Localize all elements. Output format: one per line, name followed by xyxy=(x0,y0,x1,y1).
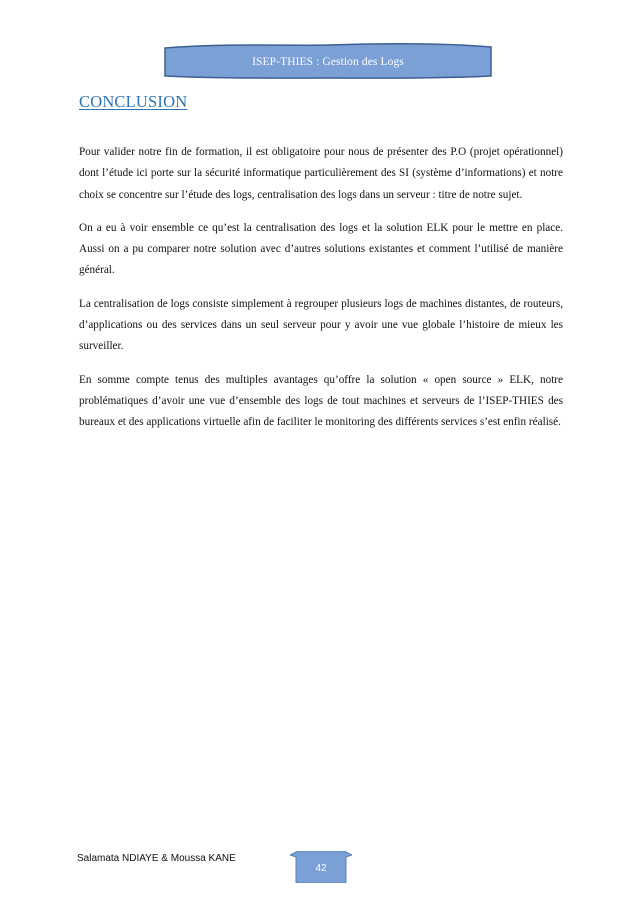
paragraph-2: On a eu à voir ensemble ce qu’est la centralisation des logs et la solution ELK pour le mettre en place. Aussi on a pu comparer notre solution avec d’autres solutions existantes et comment l’utilisé de manière général. xyxy=(79,221,563,277)
paragraph-1: Pour valider notre fin de formation, il est obligatoire pour nous de présenter des P.O (projet opérationnel) dont l’étude ici porte sur la sécurité informatique particulièrement des SI (système d’informations) et notre choix se concentre sur l’étude des logs, centralisation des logs dans un serveur : titre de notre sujet. xyxy=(79,146,563,201)
paragraph-4: En somme compte tenus des multiples avantages qu’offre la solution « open source » ELK, notre problématiques d’avoir une vue d’ensemble des logs de tout machines et serveurs de l’ISEP-THIES des bureaux et des applications virtuelle afin de faciliter le monitoring des différents services s’est enfin réalisé. xyxy=(79,373,563,429)
page-number-tab xyxy=(290,851,352,883)
body-text xyxy=(79,142,563,446)
section-title: CONCLUSION xyxy=(79,92,188,111)
footer-authors: Salamata NDIAYE & Moussa KANE xyxy=(77,853,236,864)
header-title: ISEP-THIES : Gestion des Logs xyxy=(252,56,404,68)
header-banner xyxy=(163,42,493,80)
page-number: 42 xyxy=(315,863,327,874)
paragraph-3: La centralisation de logs consiste simplement à regrouper plusieurs logs de machines distantes, de routeurs, d’applications ou des services dans un seul serveur pour y avoir une vue globale l’histoire de mieux les surveiller. xyxy=(79,297,563,353)
